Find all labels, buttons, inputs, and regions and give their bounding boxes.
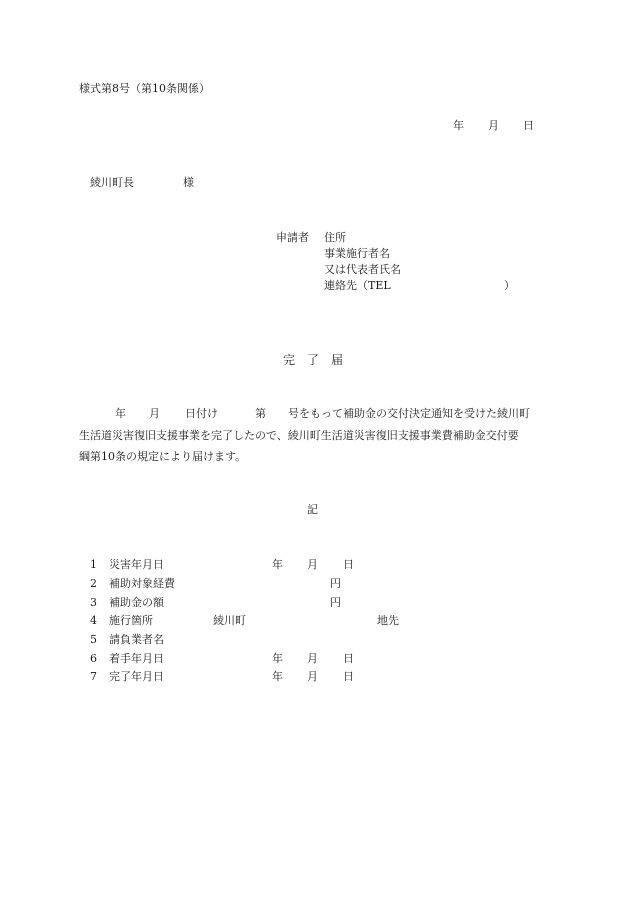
body-month-label: 月 — [149, 407, 160, 420]
date-year-label: 年 — [453, 119, 464, 132]
item-1-year: 年 — [272, 558, 283, 571]
item-2-number: 2 — [90, 577, 97, 590]
item-1-label: 災害年月日 — [109, 558, 164, 571]
body-line-3: 綱第10条の規定により届けます。 — [79, 450, 247, 463]
item-7-month: 月 — [307, 670, 318, 683]
item-7-label: 完了年月日 — [109, 670, 164, 683]
applicant-contact-close: ） — [504, 279, 515, 292]
item-6-label: 着手年月日 — [109, 652, 164, 665]
body-number-prefix: 第 — [255, 407, 266, 420]
applicant-representative-label: 又は代表者氏名 — [324, 263, 401, 276]
addressee-name: 綾川町長 — [90, 176, 134, 189]
applicant-contact-label: 連絡先（TEL — [324, 279, 391, 292]
date-day-label: 日 — [523, 119, 534, 132]
body-dated-label: 日付け — [185, 407, 218, 420]
body-line-2: 生活道災害復旧支援事業を完了したので、綾川町生活道災害復旧支援事業費補助金交付要 — [79, 429, 519, 442]
document-title: 完 了 届 — [283, 353, 344, 367]
item-3-label: 補助金の額 — [109, 596, 164, 609]
item-3-number: 3 — [90, 596, 97, 609]
item-7-number: 7 — [90, 670, 97, 683]
addressee-honorific: 様 — [183, 176, 194, 189]
item-6-month: 月 — [307, 652, 318, 665]
item-7-year: 年 — [272, 670, 283, 683]
item-1-number: 1 — [90, 558, 97, 571]
item-6-number: 6 — [90, 652, 97, 665]
date-month-label: 月 — [488, 119, 499, 132]
item-6-day: 日 — [343, 652, 354, 665]
body-year-label: 年 — [115, 407, 126, 420]
item-6-year: 年 — [272, 652, 283, 665]
item-4-lot: 地先 — [377, 614, 399, 627]
item-1-day: 日 — [343, 558, 354, 571]
item-2-yen: 円 — [330, 577, 341, 590]
applicant-address-label: 住所 — [324, 231, 346, 244]
item-4-label: 施行箇所 — [109, 614, 153, 627]
form-number: 様式第8号（第10条関係） — [79, 82, 210, 95]
item-7-day: 日 — [343, 670, 354, 683]
item-1-month: 月 — [307, 558, 318, 571]
applicant-operator-label: 事業施行者名 — [324, 247, 390, 260]
item-5-label: 請負業者名 — [109, 633, 164, 646]
item-3-yen: 円 — [330, 596, 341, 609]
item-5-number: 5 — [90, 633, 97, 646]
item-2-label: 補助対象経費 — [109, 577, 175, 590]
body-line-1: 号をもって補助金の交付決定通知を受けた綾川町 — [288, 407, 530, 420]
applicant-label: 申請者 — [276, 231, 309, 244]
item-4-number: 4 — [90, 614, 97, 627]
note-heading: 記 — [307, 503, 318, 516]
item-4-town: 綾川町 — [213, 614, 246, 627]
